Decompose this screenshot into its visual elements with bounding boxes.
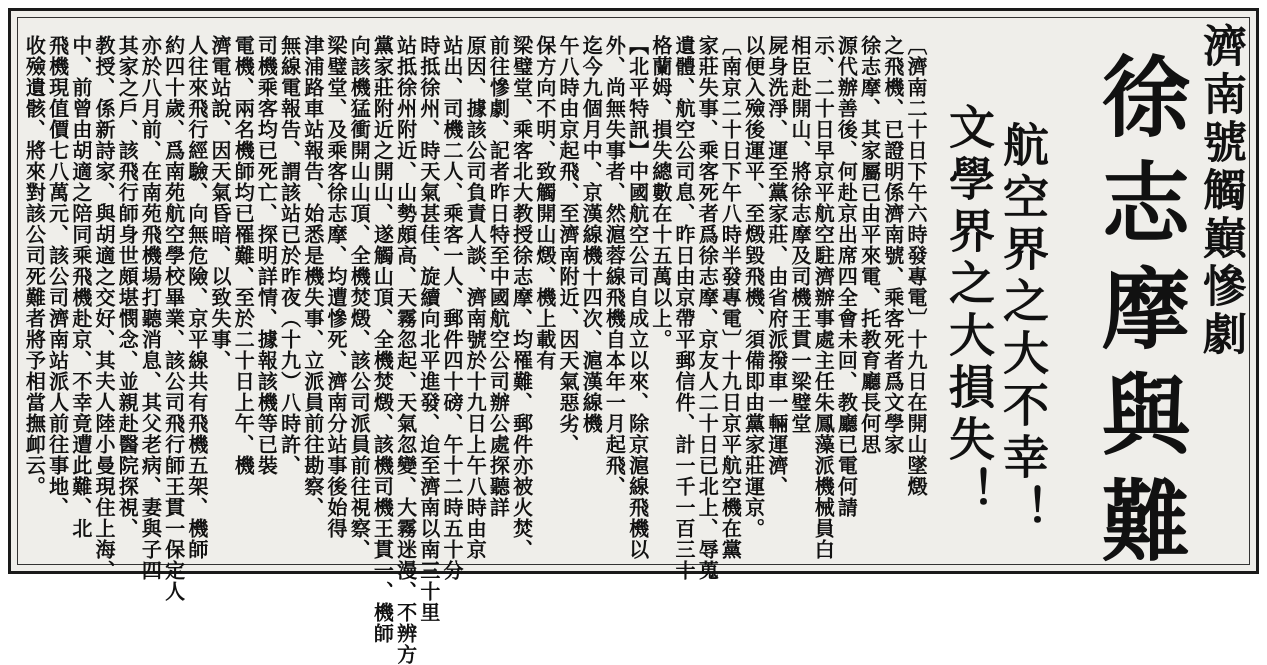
body-column: 津浦路車站報告、始悉是機失事、立派員前往勘察、 bbox=[300, 35, 325, 518]
body-column: 午八時由京起飛、至濟南附近、因天氣惡劣、 bbox=[556, 35, 580, 455]
body-column: 家莊失事、乘客死者爲徐志摩、京友人二十日已北上、辱蒐 bbox=[695, 35, 720, 581]
body-column: 〔濟南二十日下午六時發專電〕十九日在開山墜燬 bbox=[904, 35, 928, 497]
body-column: 濟電站說、因天氣昏暗、以致失事、 bbox=[208, 35, 232, 371]
headline: 徐志摩與難 bbox=[1088, 51, 1192, 581]
body-column: 時抵徐州、時天氣甚佳、旋續向北平進發、迨至濟南以南三十里 bbox=[416, 35, 441, 623]
body-column: 保方向不明、致觸開山燬、機上載有 bbox=[532, 35, 557, 371]
body-column: 徐志摩、其家屬已由平來電、托教育廳長何思 bbox=[857, 35, 882, 455]
body-column: 源代辦善後、何赴京出席四全會未回、教廳已電何請 bbox=[834, 35, 859, 518]
body-column: 飛機現值價七八萬元、該公司濟南站派人前往事地、 bbox=[45, 35, 70, 518]
subheadline-aviation: 航空界之大不幸！ bbox=[996, 121, 1050, 537]
body-column: 【北平特訊】中國航空公司自成立以來、除京滬線飛機以 bbox=[625, 35, 650, 560]
body-column: 司機乘客均已死亡、探明詳情、據報該機等已裝 bbox=[254, 35, 279, 476]
body-column: 外、尚無失事者、然滬蓉線飛機自本年一月起飛、 bbox=[602, 35, 627, 497]
body-column: 前往慘劇、記者昨日特至中國航空公司辦公處探聽詳 bbox=[486, 35, 511, 518]
body-column: 收殮遺骸、將來對該公司死難者將予相當撫卹云。 bbox=[22, 35, 47, 497]
kicker-title: 濟南號觸巔慘劇 bbox=[1195, 23, 1246, 359]
body-column: 電機、兩名機師均已罹難、至於二十日上午、機 bbox=[231, 35, 256, 476]
body-column: 中、前曾由胡適之陪同乘飛機赴京、不幸竟遭此難、北 bbox=[68, 35, 93, 539]
body-column: 人往來飛行經驗、向無危險、京平線共有飛機五架、機師 bbox=[184, 35, 209, 560]
body-column: 站出、司機二人、乘客一人、郵件四十磅、午十二時五十分 bbox=[440, 35, 464, 581]
body-column: 黨家莊附近之開山、遂觸山頂、全機焚燬、該機司機王貫一、機師 bbox=[370, 35, 395, 644]
body-column: 約四十歲、爲南苑航空學校畢業、該公司飛行師王貫一保定人 bbox=[161, 35, 186, 602]
body-column: 梁璧堂、乘客北大教授徐志摩、均罹難、郵件亦被火焚、 bbox=[509, 35, 534, 560]
body-column: 向該機猛衝開山山頂、全機焚燬、該公司派員前往視察、 bbox=[347, 35, 372, 560]
body-column: 相臣赴開山、將徐志摩及司機王貫一梁璧堂 bbox=[788, 35, 812, 434]
body-column: 梁璧堂、及乘客徐志摩、均遭慘死、濟南分站事後始得 bbox=[324, 35, 348, 539]
body-column: 遺體、航空公司息、昨日由京帶平郵信件、計一千一百三十 bbox=[672, 35, 696, 581]
subheadline-literature: 文學界之大損失！ bbox=[942, 103, 996, 519]
body-column: 原因、據該公司負責人談、濟南號於十九日上午八時由京 bbox=[463, 35, 488, 560]
body-column: 迄今九個月中、京漢線機十四次、滬漢線機 bbox=[579, 35, 604, 434]
body-column: 亦於八月前、在南苑飛機場打聽消息、其父老病、妻與子四 bbox=[138, 35, 163, 581]
body-column: 示、二十日早京平航空駐濟辦事處主任朱鳳藻派機械員白 bbox=[811, 35, 836, 560]
body-column: 之飛機、已證明係濟南號、乘客死者爲文學家 bbox=[880, 35, 905, 455]
body-column: 格蘭姆、損失總數在十五萬以上。 bbox=[648, 35, 673, 350]
body-column: 其家之戶、該飛行師身世頗堪憫念、並親赴醫院探視、 bbox=[115, 35, 140, 539]
body-column: 教授、係新詩家、與胡適之交好、其夫人陸小曼現住上海、 bbox=[92, 35, 116, 581]
body-column: 無線電報告、謂該站已於昨夜（十九）八時許、 bbox=[277, 35, 302, 476]
body-column: 站抵徐州附近、山勢頗高、天霧忽起、天氣忽變、大霧迷漫、不辨方 bbox=[393, 35, 418, 665]
body-column: 〔南京二十日下午八時半發專電〕十九日京平航空機在黨 bbox=[718, 35, 743, 560]
body-column: 以便入殮後運平、至燬毀飛機、須備即由黨家莊運京。 bbox=[741, 35, 766, 539]
body-column: 屍身洗淨、運至黨家莊、由省府派撥車一輛運濟、 bbox=[764, 35, 789, 497]
newspaper-clipping bbox=[8, 8, 1259, 665]
